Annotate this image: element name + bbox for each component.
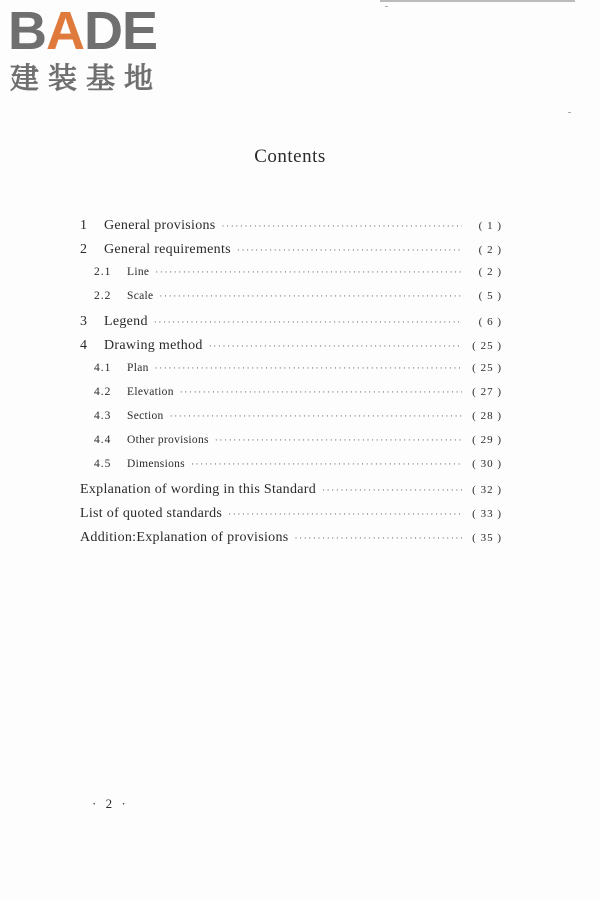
toc-entry-number: 4.5 <box>94 458 112 470</box>
toc-entry-page: ( 35 ) <box>472 532 502 544</box>
toc-entry-page: ( 25 ) <box>472 340 502 352</box>
toc-entry-page: ( 29 ) <box>472 434 502 446</box>
toc-entry-number: 2 <box>80 242 87 257</box>
toc-entry-page: ( 33 ) <box>472 508 502 520</box>
toc-entry-label: Legend <box>104 314 148 329</box>
toc-entry-page: ( 25 ) <box>472 362 502 374</box>
scan-speck <box>568 112 571 113</box>
logo-letter-a: A <box>46 1 84 61</box>
toc-leader-dots <box>209 341 462 351</box>
toc-leader-dots <box>215 435 462 445</box>
toc-entry-number: 1 <box>80 218 87 233</box>
toc-entry-number: 4.4 <box>94 434 112 446</box>
toc-leader-dots <box>295 533 462 543</box>
toc-entry-number: 4.3 <box>94 410 112 422</box>
toc-entry-page: ( 1 ) <box>478 220 502 232</box>
table-of-contents <box>80 218 502 554</box>
toc-leader-dots <box>222 221 462 231</box>
toc-leader-dots <box>170 411 462 421</box>
toc-entry-label: Plan <box>127 362 149 374</box>
toc-entry[interactable] <box>80 434 502 458</box>
page-number: · 2 · <box>92 796 129 811</box>
toc-entry-label: Section <box>127 410 164 422</box>
toc-leader-dots <box>228 509 462 519</box>
toc-entry-page: ( 2 ) <box>478 266 502 278</box>
toc-entry-number: 4 <box>80 338 87 353</box>
toc-leader-dots <box>191 459 462 469</box>
toc-entry-label: General provisions <box>104 218 216 233</box>
toc-leader-dots <box>159 291 462 301</box>
toc-entry-page: ( 6 ) <box>478 316 502 328</box>
logo-wordmark <box>8 1 158 61</box>
toc-entry[interactable] <box>80 482 502 506</box>
toc-leader-dots <box>180 387 462 397</box>
scan-speck <box>385 6 388 7</box>
toc-entry-number: 4.1 <box>94 362 112 374</box>
scan-edge-line <box>380 0 575 2</box>
toc-leader-dots <box>155 363 462 373</box>
toc-entry[interactable] <box>80 218 502 242</box>
bade-logo <box>8 1 178 96</box>
toc-entry-label: Dimensions <box>127 458 185 470</box>
toc-entry[interactable] <box>80 410 502 434</box>
toc-entry-page: ( 28 ) <box>472 410 502 422</box>
toc-leader-dots <box>155 267 462 277</box>
toc-leader-dots <box>322 485 462 495</box>
toc-leader-dots <box>237 245 462 255</box>
toc-entry-number: 3 <box>80 314 87 329</box>
toc-entry[interactable] <box>80 266 502 290</box>
toc-entry-page: ( 27 ) <box>472 386 502 398</box>
toc-entry-label: Addition:Explanation of provisions <box>80 530 289 545</box>
toc-entry-label: General requirements <box>104 242 231 257</box>
toc-entry[interactable] <box>80 458 502 482</box>
logo-chinese-text: 建装基地 <box>10 61 163 95</box>
toc-entry-label: Elevation <box>127 386 174 398</box>
toc-entry-number: 2.2 <box>94 290 112 302</box>
toc-entry-label: Scale <box>127 290 154 302</box>
toc-entry-number: 4.2 <box>94 386 112 398</box>
logo-letters-de: DE <box>84 1 158 61</box>
toc-entry-label: Explanation of wording in this Standard <box>80 482 317 497</box>
toc-entry[interactable] <box>80 290 502 314</box>
toc-entry[interactable] <box>80 242 502 266</box>
toc-entry-label: Line <box>127 266 150 278</box>
toc-entry[interactable] <box>80 338 502 362</box>
toc-entry[interactable] <box>80 362 502 386</box>
toc-entry[interactable] <box>80 530 502 554</box>
toc-entry-label: List of quoted standards <box>80 506 223 521</box>
toc-entry-page: ( 30 ) <box>472 458 502 470</box>
toc-entry-page: ( 32 ) <box>472 484 502 496</box>
toc-entry-number: 2.1 <box>94 266 112 278</box>
toc-entry-label: Drawing method <box>104 338 203 353</box>
toc-entry[interactable] <box>80 506 502 530</box>
toc-entry[interactable] <box>80 386 502 410</box>
toc-entry-page: ( 5 ) <box>478 290 502 302</box>
contents-title: Contents <box>254 146 326 167</box>
toc-entry[interactable] <box>80 314 502 338</box>
toc-entry-label: Other provisions <box>127 434 209 446</box>
toc-leader-dots <box>154 317 462 327</box>
logo-letter-b: B <box>8 1 46 61</box>
toc-entry-page: ( 2 ) <box>478 244 502 256</box>
